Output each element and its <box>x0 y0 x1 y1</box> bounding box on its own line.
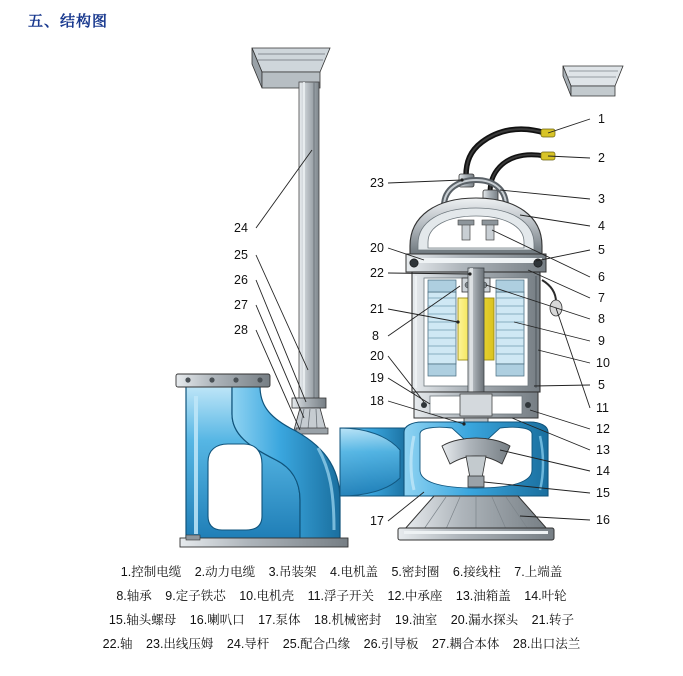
callout-12: 12 <box>596 422 610 436</box>
legend-item: 11.浮子开关 <box>307 589 375 603</box>
legend-item: 28.出口法兰 <box>512 637 581 651</box>
motor-cover <box>410 198 542 254</box>
legend-item: 14.叶轮 <box>524 589 567 603</box>
float-switch <box>542 280 562 316</box>
callout-9: 9 <box>598 334 605 348</box>
callout-15: 15 <box>596 486 610 500</box>
legend-item: 26.引导板 <box>363 637 419 651</box>
callout-17: 17 <box>370 514 384 528</box>
cables <box>459 129 555 203</box>
callout-28: 28 <box>234 323 248 337</box>
callout-20b: 20 <box>370 349 384 363</box>
callout-5b: 5 <box>598 378 605 392</box>
legend-item: 25.配合凸缘 <box>282 637 351 651</box>
callout-8l: 8 <box>372 329 379 343</box>
legend-line-1 <box>0 560 683 584</box>
page-title: 五、结构图 <box>28 13 109 30</box>
callout-26: 26 <box>234 273 248 287</box>
guide-rail <box>299 82 319 402</box>
callout-13: 13 <box>596 443 610 457</box>
legend-item: 22.轴 <box>102 637 133 651</box>
callout-1: 1 <box>598 112 605 126</box>
legend-item: 7.上端盖 <box>514 565 563 579</box>
legend-item: 3.吊装架 <box>268 565 317 579</box>
callout-10: 10 <box>596 356 610 370</box>
callout-23: 23 <box>370 176 384 190</box>
legend-item: 23.出线压姆 <box>146 637 214 651</box>
diagram-svg <box>0 30 683 555</box>
legend-item: 5.密封圈 <box>391 565 440 579</box>
legend-item: 12.中承座 <box>387 589 443 603</box>
legend-item: 1.控制电缆 <box>120 565 182 579</box>
bell-mouth <box>398 496 554 540</box>
callout-22: 22 <box>370 266 384 280</box>
legend-item: 18.机械密封 <box>314 613 382 627</box>
legend-item: 13.油箱盖 <box>455 589 511 603</box>
legend-item: 2.动力电缆 <box>194 565 256 579</box>
legend-item: 6.接线柱 <box>452 565 501 579</box>
legend-line-2 <box>0 584 683 608</box>
callout-25: 25 <box>234 248 248 262</box>
legend-item: 19.油室 <box>394 613 438 627</box>
callout-14: 14 <box>596 464 610 478</box>
legend-item: 17.泵体 <box>258 613 301 627</box>
callout-7: 7 <box>598 291 605 305</box>
legend-item: 20.漏水探头 <box>450 613 519 627</box>
legend-item: 10.电机壳 <box>239 589 295 603</box>
structure-diagram <box>0 30 683 555</box>
discharge-connection <box>340 428 408 496</box>
legend-item: 24.导杆 <box>226 637 270 651</box>
callout-2: 2 <box>598 151 605 165</box>
legend-line-3 <box>0 608 683 632</box>
legend-item: 21.转子 <box>531 613 575 627</box>
callout-4: 4 <box>598 219 605 233</box>
legend-line-4 <box>0 632 683 656</box>
callout-27: 27 <box>234 298 248 312</box>
callout-11: 11 <box>596 401 609 415</box>
callout-21: 21 <box>370 302 384 316</box>
top-right-bracket <box>563 66 623 96</box>
callout-8r: 8 <box>598 312 605 326</box>
legend-item: 9.定子铁芯 <box>165 589 226 603</box>
callout-5a: 5 <box>598 243 605 257</box>
callout-6: 6 <box>598 270 605 284</box>
legend <box>0 560 683 656</box>
callout-20a: 20 <box>370 241 384 255</box>
legend-item: 4.电机盖 <box>330 565 378 579</box>
callout-19: 19 <box>370 371 384 385</box>
callout-16: 16 <box>596 513 610 527</box>
callout-3: 3 <box>598 192 605 206</box>
legend-item: 16.喇叭口 <box>189 613 245 627</box>
callout-18: 18 <box>370 394 384 408</box>
legend-item: 8.轴承 <box>116 589 152 603</box>
legend-item: 15.轴头螺母 <box>108 613 177 627</box>
callout-24: 24 <box>234 221 248 235</box>
pump-body <box>404 422 548 496</box>
legend-item: 27.耦合本体 <box>432 637 500 651</box>
